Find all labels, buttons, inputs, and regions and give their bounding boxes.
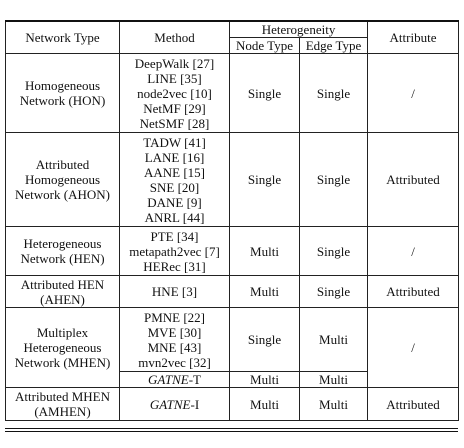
table-bottom-rule	[5, 431, 458, 432]
edge-type-cell: Multi	[300, 372, 368, 388]
method-gatne-t	[120, 372, 230, 388]
attribute-cell: Attributed	[368, 276, 459, 308]
table-row	[6, 308, 459, 372]
method-item: HNE [3]	[151, 284, 198, 299]
method-item: MVE [30]	[147, 324, 202, 340]
method-item: HERec [31]	[143, 258, 206, 274]
attribute-cell: /	[368, 308, 459, 388]
node-type-cell: Single	[230, 54, 300, 133]
attribute-cell: /	[368, 227, 459, 276]
network-types-table	[5, 20, 459, 421]
edge-type-cell: Multi	[300, 308, 368, 372]
edge-type-cell: Single	[300, 276, 368, 308]
header-heterogeneity: Heterogeneity	[230, 21, 368, 38]
network-type-cell: Homogeneous Network (HON)	[6, 54, 120, 133]
method-item: MNE [43]	[147, 339, 202, 355]
method-list	[120, 54, 230, 133]
table-bottom-rule	[5, 428, 458, 429]
method-list	[120, 227, 230, 276]
method-item: SNE [20]	[149, 179, 200, 195]
attribute-cell: /	[368, 54, 459, 133]
method-item: node2vec [10]	[137, 85, 212, 101]
method-item: LINE [35]	[147, 70, 202, 86]
method-item: AANE [15]	[143, 164, 205, 180]
method-item: NetSMF [28]	[139, 115, 210, 131]
table-row	[6, 227, 459, 276]
attribute-cell: Attributed	[368, 388, 459, 421]
network-type-cell: Attributed Homogeneous Network (AHON)	[6, 133, 120, 227]
network-type-cell: Attributed HEN (AHEN)	[6, 276, 120, 308]
method-item: DANE [9]	[147, 194, 202, 210]
edge-type-cell: Single	[300, 133, 368, 227]
method-suffix: -I	[190, 396, 200, 412]
edge-type-cell: Multi	[300, 388, 368, 421]
table-row	[6, 54, 459, 133]
header-network-type: Network Type	[6, 21, 120, 54]
method-item: TADW [41]	[143, 134, 206, 150]
header-edge-type: Edge Type	[300, 38, 368, 54]
method-name-italic: GATNE	[149, 396, 191, 412]
method-item: PMNE [22]	[143, 309, 206, 325]
node-type-cell: Multi	[230, 276, 300, 308]
header-node-type: Node Type	[230, 38, 300, 54]
node-type-cell: Single	[230, 308, 300, 372]
attribute-cell: Attributed	[368, 133, 459, 227]
node-type-cell: Single	[230, 133, 300, 227]
method-list	[120, 133, 230, 227]
node-type-cell: Multi	[230, 227, 300, 276]
method-item: NetMF [29]	[143, 100, 206, 116]
table-row	[6, 133, 459, 227]
method-gatne-i	[120, 388, 230, 421]
method-item: DeepWalk [27]	[134, 55, 215, 71]
edge-type-cell: Single	[300, 227, 368, 276]
edge-type-cell: Single	[300, 54, 368, 133]
network-types-table-container	[5, 20, 458, 421]
header-method: Method	[120, 21, 230, 54]
table-row	[6, 388, 459, 421]
method-list	[120, 276, 230, 308]
method-item: LANE [16]	[144, 149, 205, 165]
method-list	[120, 308, 230, 372]
method-item: ANRL [44]	[144, 209, 205, 225]
table-row	[6, 276, 459, 308]
network-type-cell: Multiplex Heterogeneous Network (MHEN)	[6, 308, 120, 388]
method-item: metapath2vec [7]	[129, 243, 220, 259]
network-type-cell: Heterogeneous Network (HEN)	[6, 227, 120, 276]
method-item: mvn2vec [32]	[138, 354, 211, 370]
method-name-italic: GATNE	[148, 372, 189, 387]
header-attribute: Attribute	[368, 21, 459, 54]
node-type-cell: Multi	[230, 372, 300, 388]
network-type-cell: Attributed MHEN (AMHEN)	[6, 388, 120, 421]
node-type-cell: Multi	[230, 388, 300, 421]
method-suffix: -T	[188, 372, 201, 387]
method-item: PTE [34]	[150, 228, 199, 244]
